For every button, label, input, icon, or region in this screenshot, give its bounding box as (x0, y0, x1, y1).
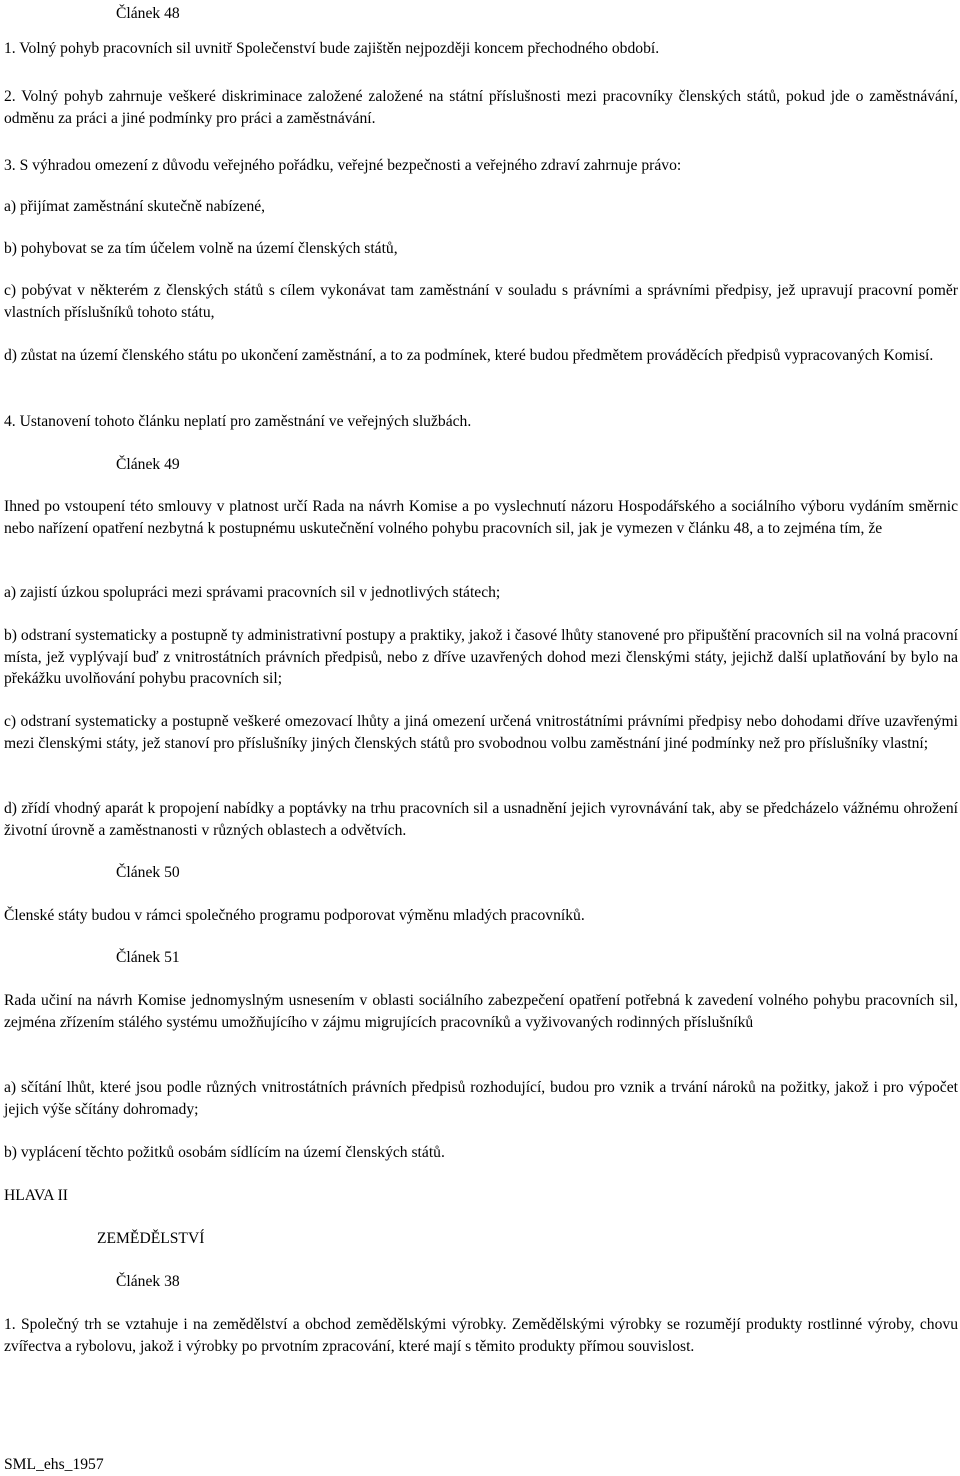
article-51-item-a: a) sčítání lhůt, které jsou podle různých vnitrostátních právních předpisů rozhodující, budou pro vznik a trvání nároků na požitky, jakož i pro výpočet jejich výše sčítány dohromady; (4, 1079, 958, 1118)
document-footer: SML_ehs_1957 (4, 1456, 104, 1473)
article-50-heading: Článek 50 (116, 864, 180, 881)
article-51-item-b: b) vyplácení těchto požitků osobám sídlícím na území členských států. (4, 1144, 445, 1161)
article-49-intro: Ihned po vstoupení této smlouvy v platnost určí Rada na návrh Komise a po vyslechnutí názoru Hospodářského a sociálního výboru vydáním směrnic nebo nařízení opatření nezbytná k postupnému uskutečnění volného pohybu pracovních sil, jak je vymezen v článku 48, a to zejména tím, že (4, 498, 958, 537)
article-49-item-d: d) zřídí vhodný aparát k propojení nabídky a poptávky na trhu pracovních sil a usnadnění jejich vyrovnávání tak, aby se předcházelo vážnému ohrožení životní úrovně a zaměstnanosti v různých oblastech a odvětvích. (4, 800, 958, 839)
article-48-heading: Článek 48 (116, 5, 180, 22)
article-48-item-b: b) pohybovat se za tím účelem volně na území členských států, (4, 240, 398, 257)
article-48-paragraph-2: 2. Volný pohyb zahrnuje veškeré diskriminace založené založené na státní příslušnosti mezi pracovníky členských států, pokud jde o zaměstnávání, odměnu za práci a jiné podmínky pro práci a zaměstnávání. (4, 88, 958, 127)
article-49-item-b: b) odstraní systematicky a postupně ty administrativní postupy a praktiky, jakož i časové lhůty stanovené pro připuštění pracovních sil na volná pracovní místa, jež vyplývají buď z vnitrostátních právních předpisů, nebo z dříve uzavřených dohod mezi členskými státy, jejichž další uplatňování by bylo na překážku uvolňování pohybu pracovních sil; (4, 627, 958, 687)
article-49-item-a: a) zajistí úzkou spolupráci mezi správami pracovních sil v jednotlivých státech; (4, 584, 501, 601)
article-51-heading: Článek 51 (116, 949, 180, 966)
article-48-item-a: a) přijímat zaměstnání skutečně nabízené, (4, 198, 266, 215)
article-48-paragraph-4: 4. Ustanovení tohoto článku neplatí pro zaměstnání ve veřejných službách. (4, 413, 472, 430)
article-48-item-c: c) pobývat v některém z členských států s cílem vykonávat tam zaměstnání v souladu s právními a správními předpisy, jež upravují pracovní poměr vlastních příslušníků tohoto státu, (4, 282, 958, 321)
article-38-heading: Článek 38 (116, 1273, 180, 1290)
article-48-paragraph-3: 3. S výhradou omezení z důvodu veřejného pořádku, veřejné bezpečnosti a veřejného zdraví zahrnuje právo: (4, 157, 682, 174)
article-49-item-c: c) odstraní systematicky a postupně veškeré omezovací lhůty a jiná omezení určená vnitrostátními právními předpisy nebo dohodami dříve uzavřenými mezi členskými státy, jež stanoví pro příslušníky jiných členských států pro svobodnou volbu zaměstnání jiné podmínky než pro příslušníky vlastní; (4, 713, 958, 752)
article-51-intro: Rada učiní na návrh Komise jednomyslným usnesením v oblasti sociálního zabezpečení opatření potřebná k zavedení volného pohybu pracovních sil, zejména zřízením stálého systému umožňujícího v zájmu migrujících pracovníků a vyživovaných rodinných příslušníků (4, 992, 958, 1031)
article-48-item-d: d) zůstat na území členského státu po ukončení zaměstnání, a to za podmínek, které budou předmětem prováděcích předpisů vypracovaných Komisí. (4, 347, 934, 364)
article-38-paragraph-1: 1. Společný trh se vztahuje i na zemědělství a obchod zemědělskými výrobky. Zemědělskými výrobky se rozumějí produkty rostlinné výroby, chovu zvířectva a rybolovu, jakož i výrobky po prvotním zpracování, které mají s těmito produkty přímou souvislost. (4, 1316, 958, 1355)
article-50-text: Členské státy budou v rámci společného programu podporovat výměnu mladých pracovníků. (4, 907, 585, 924)
article-48-paragraph-1: 1. Volný pohyb pracovních sil uvnitř Společenství bude zajištěn nejpozději koncem přechodného období. (4, 40, 660, 57)
article-49-heading: Článek 49 (116, 456, 180, 473)
title-2-name: ZEMĚDĚLSTVÍ (97, 1230, 205, 1247)
title-2-label: HLAVA II (4, 1187, 68, 1204)
